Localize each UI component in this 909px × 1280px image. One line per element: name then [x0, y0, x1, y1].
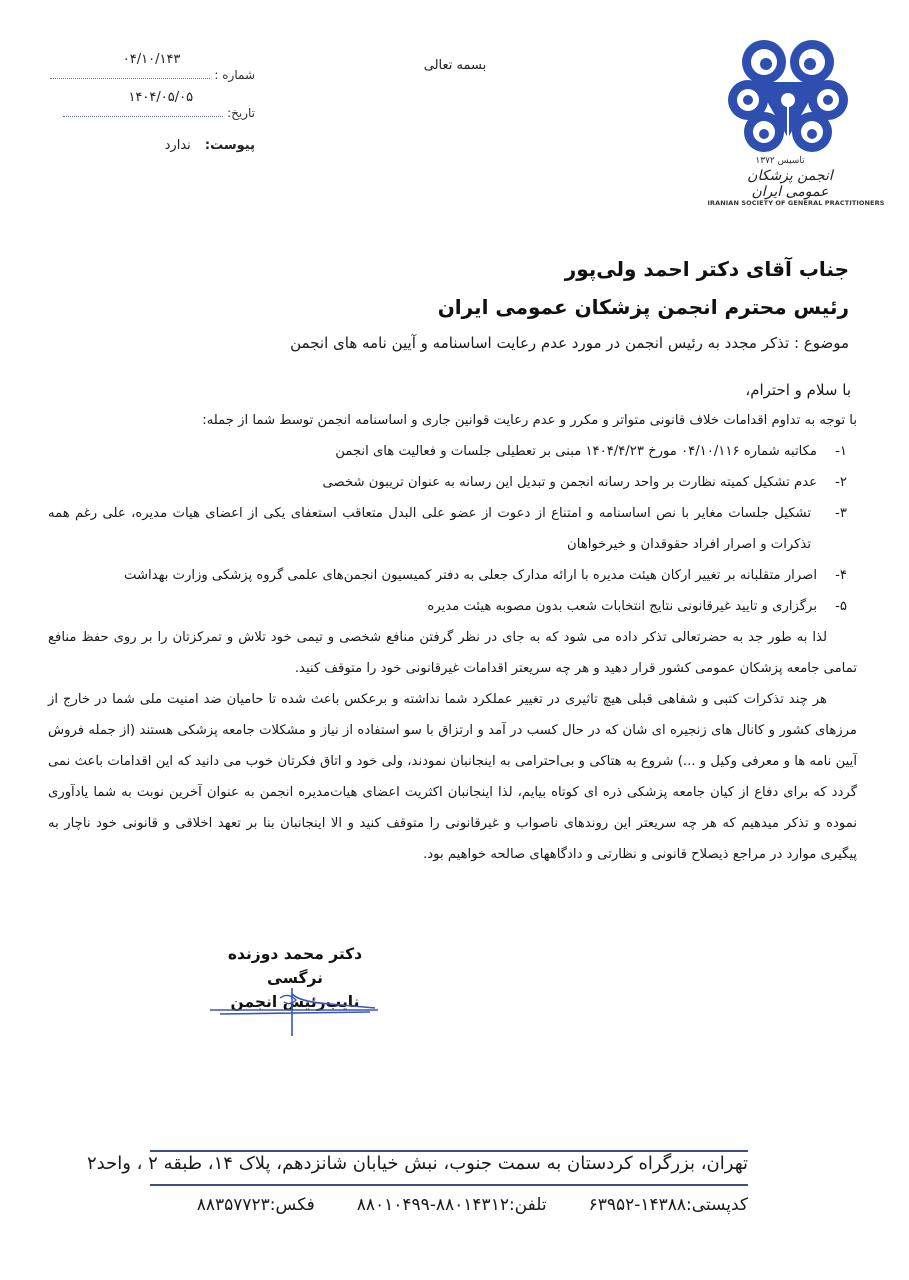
list-item-text: عدم تشکیل کمیته نظارت بر واحد رسانه انجمن و تبدیل این رسانه به عنوان تریبون شخصی: [322, 475, 817, 490]
postal-code: کدپستی:۱۴۳۸۸-۶۳۹۵۲: [588, 1195, 748, 1215]
letter-date-label: تاریخ:: [227, 106, 255, 120]
list-item: [48, 560, 857, 591]
list-item: [48, 498, 887, 560]
list-item-number: ۲-: [835, 475, 847, 490]
logo-emblem-icon: [728, 38, 848, 156]
logo-founded-year: تاسیس ۱۳۷۲: [755, 156, 805, 166]
attachment-row: [165, 138, 255, 153]
footer-contacts: [150, 1195, 748, 1215]
letter-number-label: شماره :: [214, 68, 255, 82]
list-item: [48, 467, 857, 498]
list-item-text: مکاتبه شماره ۰۴/۱۰/۱۱۶ مورخ ۱۴۰۴/۴/۲۳ مبنی بر تعطیلی جلسات و فعالیت های انجمن: [335, 444, 817, 459]
intro-paragraph: با توجه به تداوم اقدامات خلاف قانونی متواتر و مکرر و عدم رعایت قوانین جاری و اساسنامه انجمن توسط شما از جمله:: [202, 413, 857, 428]
letter-date-row: [63, 90, 255, 120]
addressee-name: جناب آقای دکتر احمد ولی‌پور: [564, 257, 849, 281]
list-item-number: ۱-: [835, 444, 847, 459]
letter-body: [48, 375, 857, 870]
bismillah-heading: بسمه تعالی: [423, 58, 487, 73]
logo-name-en: IRANIAN SOCIETY OF GENERAL PRACTITIONERS: [707, 199, 885, 207]
dotted-line: [50, 78, 210, 79]
attachment-value: ندارد: [164, 138, 191, 153]
list-item-text: تشکیل جلسات مغایر با نص اساسنامه و امتناع از دعوت از عضو علی البدل متعاقب استعفای یکی از اعضای هیات مدیره، علی رغم همه تذکرات و اصرار افراد حقوقدان و خیرخواهان: [48, 506, 811, 552]
logo-name-fa: انجمن پزشکان عمومی ایران: [747, 168, 833, 200]
addressee-title: رئیس محترم انجمن پزشکان عمومی ایران: [437, 295, 849, 319]
addressee-block: [438, 250, 849, 326]
handwritten-signature-icon: [210, 988, 380, 1038]
paragraph-final-notice: هر چند تذکرات کتبی و شفاهی قبلی هیچ تاثیری در تغییر عملکرد شما نداشته و برعکس باعث شده تا حامیان ضد امنیت ملی شما در خارج از مرزهای کشور و کانال های زنجیره ای شان که در حال کسب در آمد و ارتزاق با سو استفاده از نیاز و مشکلات جامعه پزشکی هستند (از جمله فروش آیین نامه ها و معرفی وکیل و ...) شروع به هتاکی و بی‌احترامی به اینجانبان نمودند، ولی خود و اتاق فکرتان خوب می دانید که این اقدامات باعث نمی گردد که برای دفاع از کیان جامعه پزشکی ذره ای کوتاه بیایم، لذا اینجانبان اکثریت اعضای هیات‌مدیره انجمن به عنوان آخرین نوبت به شما یادآوری نموده و تذکر میدهیم که هر چه سریعتر این روندهای ناصواب و غیرقانونی را متوقف کنید و الا اینجانبان بنا بر تعهد اخلاقی و قانونی خود ناچار به پیگیری موارد در مراجع ذیصلاح قانونی و نظارتی و دادگاههای صالحه خواهیم بود.: [48, 692, 857, 862]
list-item: [48, 591, 857, 622]
fax-number: فکس:۸۸۳۵۷۷۲۳: [196, 1195, 315, 1215]
signatory-title: نایب‌رئیس انجمن: [230, 993, 360, 1011]
greeting: با سلام و احترام،: [745, 381, 851, 399]
footer-address: تهران، بزرگراه کردستان به سمت جنوب، نبش خیابان شانزدهم، پلاک ۱۴، طبقه ۲ ، واحد۲: [86, 1153, 748, 1174]
signatory-name: دکتر محمد دوزنده نرگسی: [227, 945, 363, 987]
letter-number-field: [50, 52, 210, 82]
society-logo: [707, 38, 895, 213]
violations-list: [48, 436, 857, 622]
phone-numbers: تلفن:۸۸۰۱۴۳۱۲-۸۸۰۱۰۴۹۹: [356, 1195, 547, 1215]
letter-date-field: [63, 90, 223, 120]
dotted-line: [63, 116, 223, 117]
list-item: [48, 436, 857, 467]
list-item-number: ۵-: [835, 599, 847, 614]
letter-number-value: ۰۴/۱۰/۱۴۳: [122, 52, 181, 67]
attachment-label: پیوست:: [204, 138, 255, 153]
letter-date-value: ۱۴۰۴/۰۵/۰۵: [128, 90, 194, 105]
letter-number-row: [50, 52, 255, 82]
list-item-text: اصرار متقلبانه بر تغییر ارکان هیئت مدیره با ارائه مدارک جعلی به دفتر کمیسیون انجمن‌های علمی گروه پزشکی وزارت بهداشت: [124, 568, 817, 583]
footer-divider-top: [150, 1150, 748, 1152]
paragraph-warning: لذا به طور جد به حضرتعالی تذکر داده می شود که به جای در نظر گرفتن منافع شخصی و تیمی خود تلاش و تمرکزتان را بر روی حفظ منافع تمامی جامعه پزشکان عمومی کشور قرار دهید و هر چه سریعتر اقدامات غیرقانونی خود را متوقف کنید.: [48, 630, 857, 676]
footer-divider-bottom: [150, 1184, 748, 1186]
list-item-text: برگزاری و تایید غیرقانونی نتایج انتخابات شعب بدون مصوبه هیئت مدیره: [427, 599, 817, 614]
list-item-number: ۳-: [835, 506, 847, 521]
list-item-number: ۴-: [835, 568, 847, 583]
letter-subject: موضوع : تذکر مجدد به رئیس انجمن در مورد عدم رعایت اساسنامه و آیین نامه های انجمن: [290, 334, 849, 352]
